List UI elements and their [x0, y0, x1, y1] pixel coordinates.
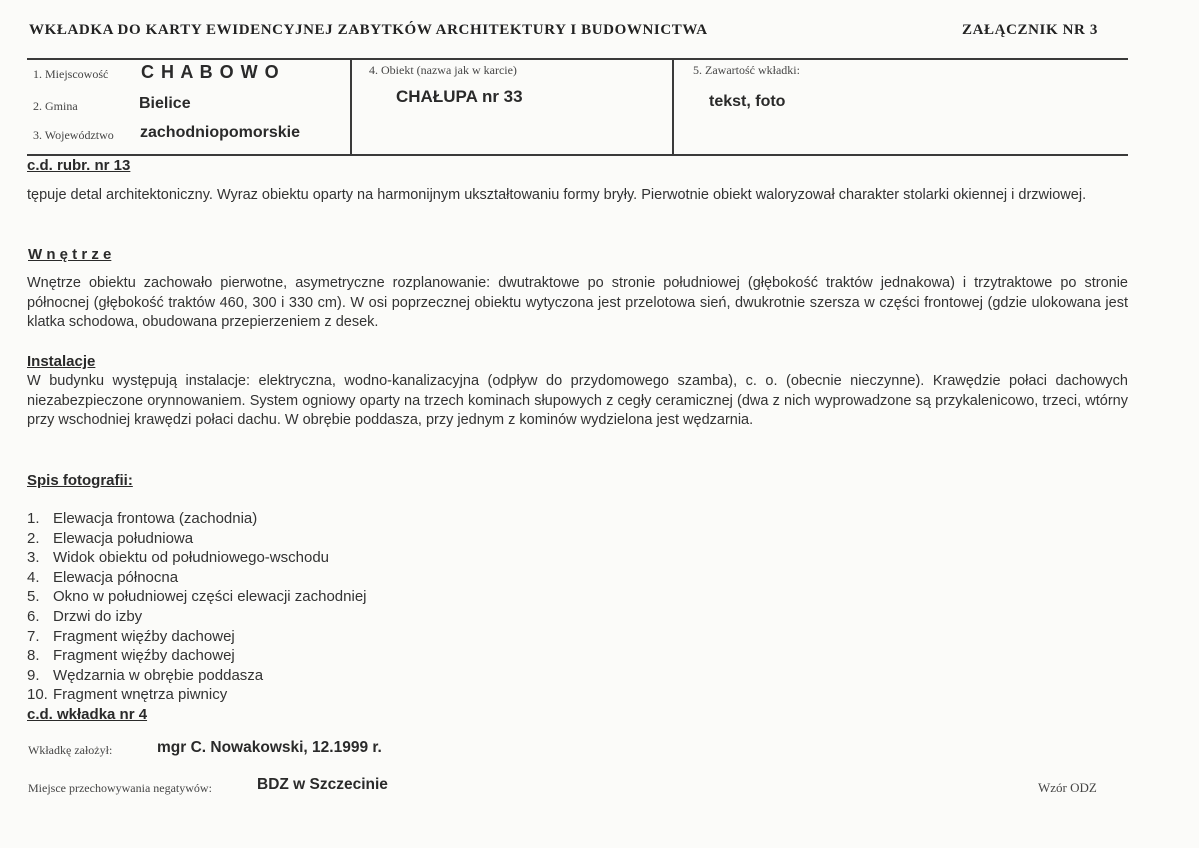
photo-list-heading: Spis fotografii:	[27, 472, 133, 489]
author-label: Wkładkę założył:	[28, 743, 113, 757]
list-item	[27, 509, 367, 529]
storage-value: BDZ w Szczecinie	[257, 776, 388, 793]
installations-text: W budynku występują instalacje: elektryczna, wodno-kanalizacyjna (odpływ do przydomowego szamba), c. o. (obecnie nieczynne). Krawędzie połaci dachowych niezabezpieczone orynnowaniem. System ogniowy oparty na trzech kominach słupowych z cegły ceramicznej (dwa z nich wyprowadzone są przykalenicowo, trzeci, wtórny przy wschodniej krawędzi połaci dachu. W obrębie poddasza, przy jednym z kominów wydzielona jest wędzarnia.	[27, 373, 1128, 428]
item-number: 8.	[27, 647, 40, 665]
item-text: Elewacja południowa	[53, 529, 194, 547]
grid-bottom-rule	[27, 154, 1128, 156]
author-value: mgr C. Nowakowski, 12.1999 r.	[157, 739, 382, 756]
locality-value: C H A B O W O	[141, 62, 280, 82]
interior-text: Wnętrze obiektu zachowało pierwotne, asymetryczne rozplanowanie: dwutraktowe po stronie południowej (głębokość traktów jednakowa) i trzytraktowe po stronie północnej (głębokość traktów 460, 300 i 330 cm). W osi poprzecznej obiektu wytyczona jest przelotowa sień, dwukrotnie szersza w części frontowej (gdzie ulokowana jest klatka schodowa, obudowana przepierzeniem z desek.	[27, 275, 1128, 330]
item-number: 4.	[27, 568, 40, 586]
item-text: Fragment wnętrza piwnicy	[53, 686, 228, 704]
installations-heading: Instalacje	[27, 353, 96, 370]
list-item	[27, 568, 367, 588]
item-number: 9.	[27, 666, 40, 684]
attachment-number: ZAŁĄCZNIK NR 3	[962, 22, 1098, 38]
item-text: Drzwi do izby	[53, 607, 143, 625]
list-item	[27, 666, 367, 686]
continuation-heading: c.d. rubr. nr 13	[27, 157, 131, 174]
locality-label: 1. Miejscowość	[33, 67, 109, 81]
item-number: 10.	[27, 686, 48, 704]
interior-heading: W n ę t r z e	[28, 246, 112, 263]
commune-value: Bielice	[139, 95, 191, 112]
object-value: CHAŁUPA nr 33	[396, 87, 523, 106]
item-text: Fragment więźby dachowej	[53, 627, 235, 645]
item-number: 7.	[27, 627, 40, 645]
item-text: Elewacja frontowa (zachodnia)	[53, 510, 258, 527]
top-rule	[27, 58, 1128, 60]
list-item	[27, 548, 367, 568]
column-divider	[672, 59, 674, 154]
document-title: WKŁADKA DO KARTY EWIDENCYJNEJ ZABYTKÓW ARCHITEKTURY I BUDOWNICTWA	[29, 22, 708, 38]
contents-label: 5. Zawartość wkładki:	[693, 63, 800, 77]
list-item	[27, 627, 367, 647]
voivodeship-value: zachodniopomorskie	[140, 124, 301, 141]
item-number: 3.	[27, 549, 40, 567]
item-number: 5.	[27, 588, 40, 606]
item-text: Elewacja północna	[53, 568, 179, 586]
storage-label: Miejsce przechowywania negatywów:	[28, 781, 212, 795]
item-text: Widok obiektu od południowego-wschodu	[53, 549, 330, 567]
photo-continuation: c.d. wkładka nr 4	[27, 706, 148, 723]
item-text: Wędzarnia w obrębie poddasza	[53, 666, 264, 684]
photo-list	[27, 509, 367, 705]
list-item	[27, 529, 367, 549]
column-divider	[350, 59, 352, 154]
item-number: 2.	[27, 529, 40, 547]
commune-label: 2. Gmina	[33, 99, 78, 113]
object-label: 4. Obiekt (nazwa jak w karcie)	[369, 63, 517, 77]
item-text: Fragment więźby dachowej	[53, 647, 235, 665]
list-item	[27, 646, 367, 666]
voivodeship-label: 3. Województwo	[33, 128, 114, 142]
item-text: Okno w południowej części elewacji zachodniej	[53, 588, 367, 606]
list-item	[27, 685, 367, 705]
list-item	[27, 607, 367, 627]
item-number: 6.	[27, 607, 40, 625]
list-item	[27, 587, 367, 607]
contents-value: tekst, foto	[709, 93, 786, 110]
item-number: 1.	[27, 510, 40, 527]
continuation-text: tępuje detal architektoniczny. Wyraz obiektu oparty na harmonijnym ukształtowaniu formy bryły. Pierwotnie obiekt waloryzował charakter stolarki okiennej i drzwiowej.	[27, 187, 1087, 203]
form-mark: Wzór ODZ	[1038, 780, 1097, 795]
